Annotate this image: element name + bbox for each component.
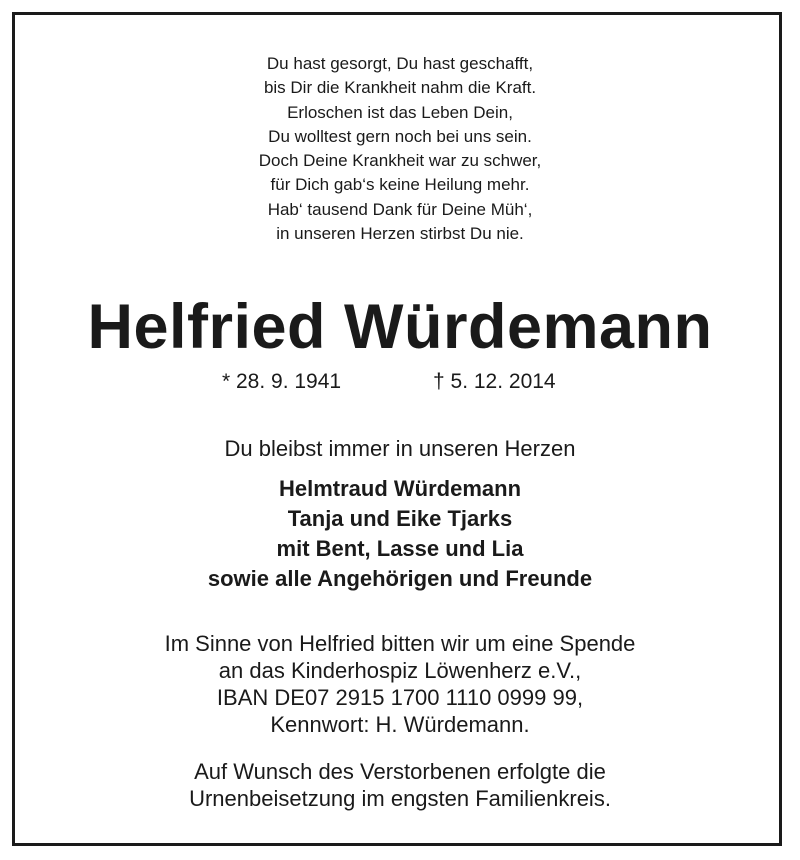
- poem-line: für Dich gab‘s keine Heilung mehr.: [270, 175, 530, 195]
- mourners-list: [0, 474, 800, 594]
- memorial-poem: [0, 52, 800, 246]
- death-date: † 5. 12. 2014: [433, 370, 556, 393]
- donation-line: IBAN DE07 2915 1700 1110 0999 99,: [216, 685, 584, 710]
- birth-date: * 28. 9. 1941: [222, 370, 342, 393]
- donation-line: Kennwort: H. Würdemann.: [270, 712, 530, 737]
- mourner-line: Helmtraud Würdemann: [278, 476, 522, 501]
- poem-line: in unseren Herzen stirbst Du nie.: [276, 224, 524, 244]
- poem-line: Hab‘ tausend Dank für Deine Müh‘,: [267, 199, 533, 219]
- notice-line: Urnenbeisetzung im engsten Familienkreis.: [189, 786, 611, 811]
- poem-line: bis Dir die Krankheit nahm die Kraft.: [263, 78, 537, 98]
- donation-request: [0, 630, 800, 738]
- burial-notice: [0, 758, 800, 812]
- notice-line: Auf Wunsch des Verstorbenen erfolgte die: [194, 759, 606, 784]
- deceased-name: Helfried Würdemann: [87, 292, 713, 362]
- mourner-line: mit Bent, Lasse und Lia: [276, 536, 524, 561]
- donation-line: an das Kinderhospiz Löwenherz e.V.,: [218, 658, 582, 683]
- tagline: Du bleibst immer in unseren Herzen: [224, 436, 576, 461]
- poem-line: Erloschen ist das Leben Dein,: [287, 102, 513, 122]
- mourner-line: Tanja und Eike Tjarks: [287, 506, 513, 531]
- poem-line: Du hast gesorgt, Du hast geschafft,: [266, 54, 534, 73]
- poem-line: Du wolltest gern noch bei uns sein.: [268, 126, 532, 146]
- mourner-line: sowie alle Angehörigen und Freunde: [207, 566, 593, 591]
- poem-line: Doch Deine Krankheit war zu schwer,: [258, 151, 542, 171]
- donation-line: Im Sinne von Helfried bitten wir um eine Spende: [164, 631, 636, 656]
